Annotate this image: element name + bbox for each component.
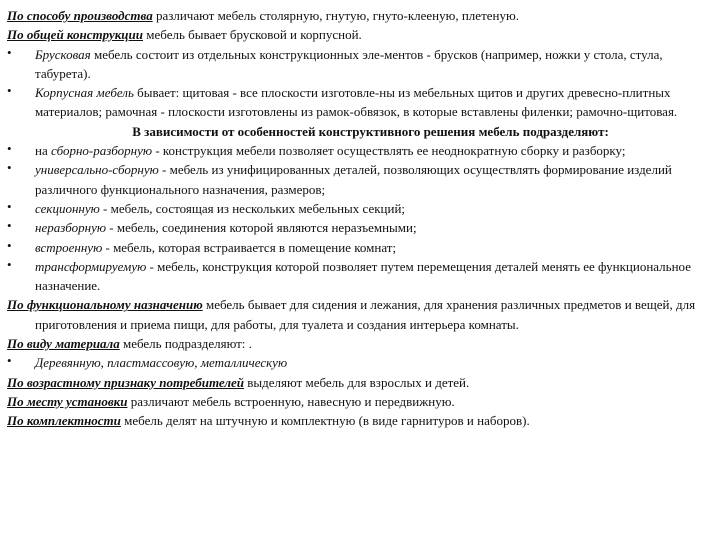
term: По общей конструкции [7,27,143,43]
term: По месту установки [7,393,128,409]
text: различают мебель столярную, гнутую, гнуто-клееную, плетеную. [152,8,519,23]
text: мебель состоит из отдельных конструкционных эле-ментов - брусков (например, ножки у стола, стула, табурета). [35,46,663,81]
text: мебель делят на штучную и комплектную (в виде гарнитуров и наборов). [120,413,530,429]
text-prefix: на [35,143,51,159]
text: - мебель, конструкция которой позволяет путем перемещения деталей менять ее функциональное назначение. [35,258,691,294]
bullet-icon: • [7,83,12,99]
bullet-icon: • [7,237,12,253]
paragraph-placement [7,392,706,411]
list-item-collapsible [7,141,706,160]
text: выделяют мебель для взрослых и детей. [244,374,470,390]
bullet-icon: • [7,141,12,157]
term: По комплектности [7,413,121,429]
list-item-materials [7,353,706,372]
term: неразборную [35,220,107,236]
term: По виду материала [7,336,120,352]
term: сборно-разборную [50,143,153,159]
paragraph-production-method [7,6,706,25]
list-item-non-collapsible [7,218,706,237]
section-heading: В зависимости от особенностей конструктивного решения мебель подразделяют: [132,123,609,139]
text: Деревянную, пластмассовую, металлическую [35,355,288,371]
paragraph-material [7,334,706,353]
term: Брусковая [35,46,91,62]
text: различают мебель встроенную, навесную и передвижную. [127,393,455,409]
term: универсально-сборную [35,162,159,178]
bullet-icon: • [7,218,12,234]
text: - мебель, соединения которой являются неразъемными; [106,220,417,236]
list-item-sectional [7,199,706,218]
term: Корпусная мебель [35,85,134,101]
paragraph-age [7,373,706,392]
text: мебель подразделяют: . [119,336,252,352]
term: встроенную [35,239,103,255]
paragraph-completeness [7,411,706,430]
list-item-case-furniture [7,83,706,122]
paragraph-function [7,295,706,334]
list-item-transformable [7,257,706,296]
bullet-icon: • [7,44,12,60]
text: - конструкция мебели позволяет осуществлять ее неоднократную сборку и разборку; [152,143,626,159]
paragraph-general-construction [7,25,706,44]
text: - мебель, состоящая из нескольких мебельных секций; [99,200,406,216]
text: - мебель, которая встраивается в помещение комнат; [102,239,397,255]
term: По возрастному признаку потребителей [7,374,245,390]
term: трансформируемую [35,258,147,274]
term: По способу производства [7,8,153,23]
list-item-built-in [7,238,706,257]
text: мебель бывает брусковой и корпусной. [143,27,362,43]
bullet-icon: • [7,198,12,214]
term: секционную [35,200,100,216]
list-item-universal-assembly [7,160,706,199]
bullet-icon: • [7,160,12,176]
bullet-icon: • [7,256,12,272]
term: По функциональному назначению [7,297,203,313]
bullet-icon: • [7,353,12,369]
list-item-bar-furniture [7,45,706,84]
text: бывает: щитовая - все плоскости изготовле-ны из мебельных щитов и других древесно-плитных материалов; рамочная - плоскости изготовлены из рамок-обвязок, в которые вставлены филенки; рамочно-щитовая. [35,85,678,120]
text: мебель бывает для сидения и лежания, для хранения различных предметов и вещей, для приготовления и приема пищи, для работы, для туалета и создания интерьера комнаты. [35,297,696,332]
text: - мебель из унифицированных деталей, позволяющих осуществлять формирование изделий различного функционального назначения, размеров; [35,162,672,197]
